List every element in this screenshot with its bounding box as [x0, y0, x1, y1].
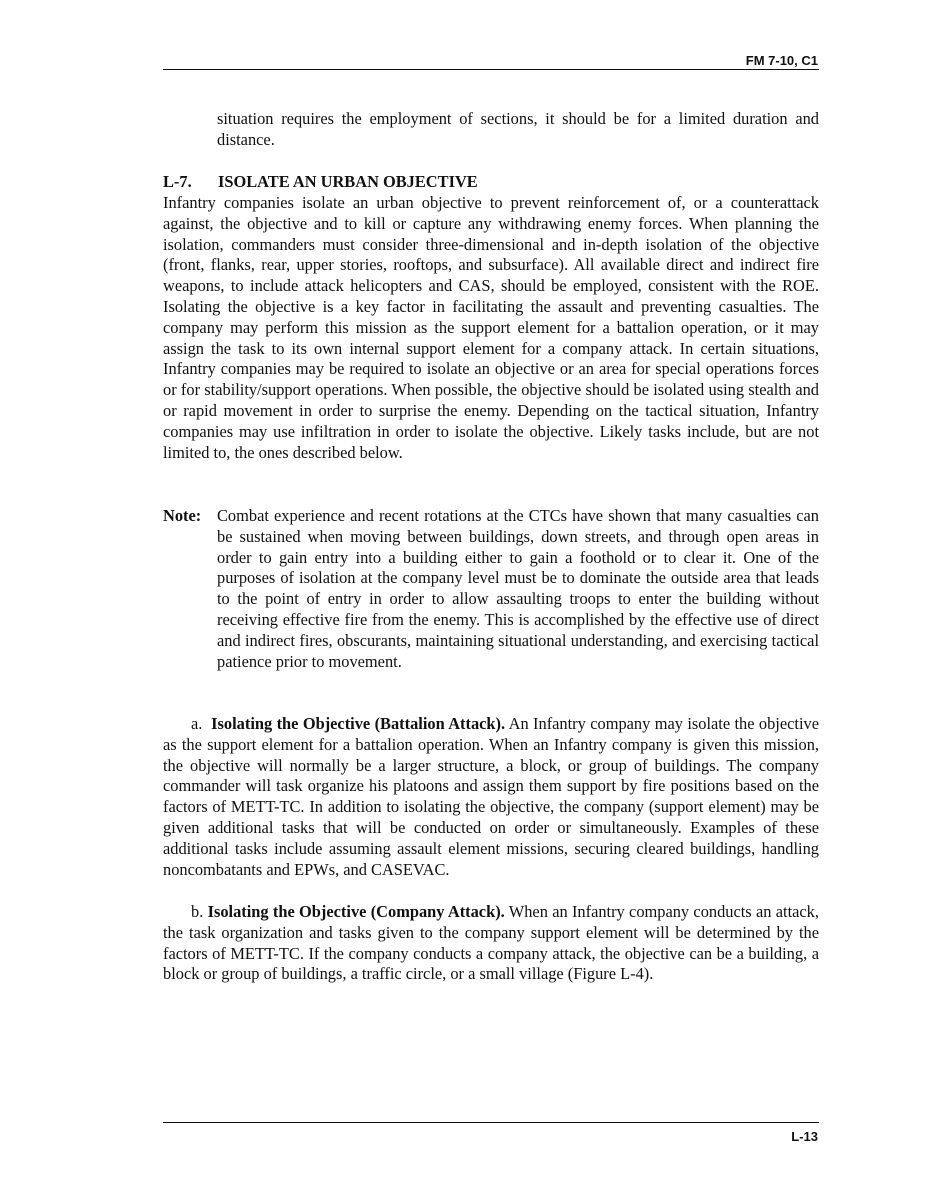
note-label: Note: [163, 506, 202, 525]
paragraph-b-title: Isolating the Objective (Company Attack). [207, 902, 505, 921]
paragraph-a-marker: a. [191, 714, 203, 733]
paragraph-a-title: Isolating the Objective (Battalion Attack). [211, 714, 506, 733]
footer-rule [163, 1122, 819, 1123]
paragraph-b [163, 902, 819, 985]
section-intro-paragraph: Infantry companies isolate an urban objective to prevent reinforcement of, or a counterattack against, the objective and to kill or capture any withdrawing enemy forces. When planning the isolation, commanders must consider three-dimensional and in-depth isolation of the objective (front, flanks, rear, upper stories, rooftops, and subsurface). All available direct and indirect fire weapons, to include attack helicopters and CAS, should be employed, consistent with the ROE. Isolating the objective is a key factor in facilitating the assault and preventing casualties. The company may perform this mission as the support element for a battalion operation, or it may assign the task to its own internal support element for a company attack. In certain situations, Infantry companies may be required to isolate an objective or an area for special operations forces or for stability/support operations. When possible, the objective should be isolated using stealth and or rapid movement in order to surprise the enemy. Depending on the tactical situation, Infantry companies may use infiltration in order to isolate the objective. Likely tasks include, but are not limited to, the ones described below. [163, 193, 819, 462]
section-heading [163, 172, 478, 193]
section-title: ISOLATE AN URBAN OBJECTIVE [218, 172, 478, 191]
continuation-paragraph: situation requires the employment of sections, it should be for a limited duration and distance. [217, 109, 819, 149]
note-text: Combat experience and recent rotations at the CTCs have shown that many casualties can be sustained when moving between buildings, down streets, and through open areas in order to gain entry into a building either to gain a foothold or to clear it. One of the purposes of isolation at the company level must be to dominate the outside area that leads to the point of entry in order to allow assaulting troops to enter the building without receiving effective fire from the enemy. This is accomplished by the effective use of direct and indirect fires, obscurants, maintaining situational understanding, and exercising tactical patience prior to movement. [217, 506, 819, 671]
paragraph-a-text: An Infantry company may isolate the objective as the support element for a battalion operation. When an Infantry company is given this mission, the objective will normally be a larger structure, a block, or group of buildings. The company commander will task organize his platoons and assign them support by fire positions based on the factors of METT-TC. In addition to isolating the objective, the company (support element) may be given additional tasks that will be conducted on order or simultaneously. Examples of these additional tasks include assuming assault element missions, securing cleared buildings, handling noncombatants and EPWs, and CASEVAC. [163, 714, 819, 879]
header-rule [163, 69, 819, 70]
paragraph-b-marker: b. [191, 902, 204, 921]
paragraph-a [163, 714, 819, 880]
document-reference: FM 7-10, C1 [745, 53, 818, 68]
paragraph-b-text: When an Infantry company conducts an attack, the task organization and tasks given to the company support element will be determined by the factors of METT-TC. If the company conducts a company attack, the objective can be a building, a block or group of buildings, a traffic circle, or a small village (Figure L-4). [163, 902, 819, 984]
page-number: L-13 [791, 1129, 818, 1144]
section-number: L-7. [163, 172, 192, 191]
